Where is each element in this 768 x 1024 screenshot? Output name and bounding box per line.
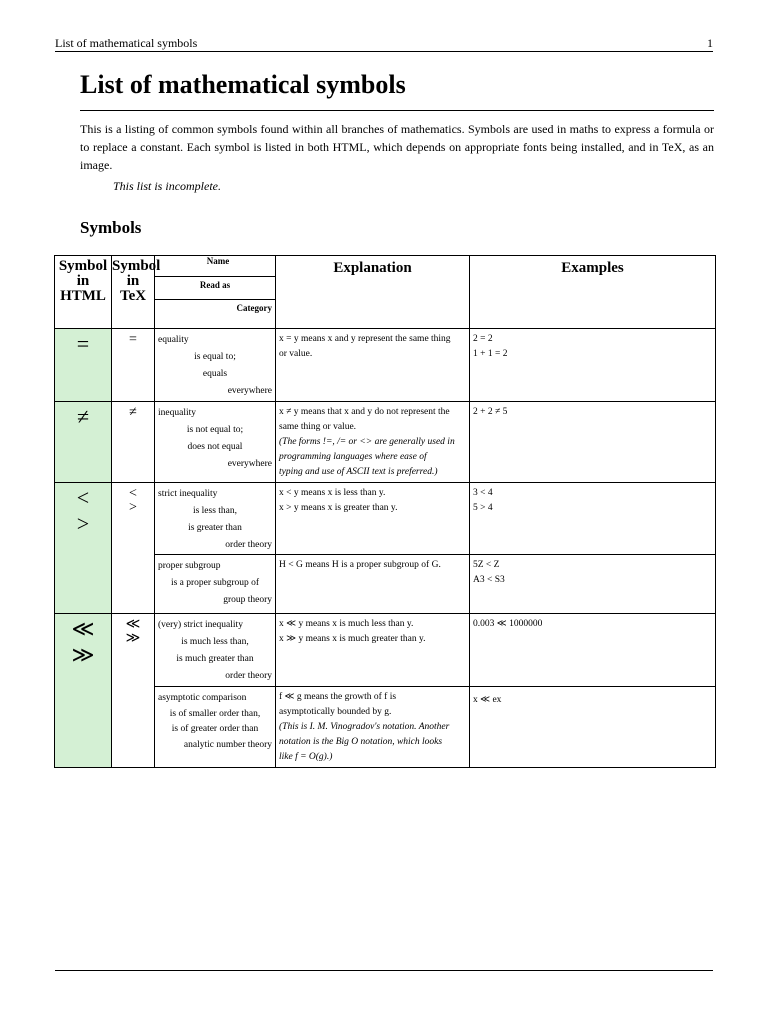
explanation-line: x < y means x is less than y.	[279, 488, 386, 498]
read-as: is a proper subgroup of	[170, 578, 260, 588]
explanation-line: like f = O(g).)	[279, 752, 333, 762]
header-name: Name	[155, 256, 275, 277]
name-cell	[155, 614, 276, 687]
header-tex: Symbol in TeX	[112, 256, 155, 329]
examples-cell	[470, 329, 716, 402]
symbol-name: equality	[158, 335, 189, 345]
example-line: 5 > 4	[473, 503, 493, 513]
name-cell	[155, 483, 276, 555]
example-line: 2 + 2 ≠ 5	[473, 407, 508, 417]
symbol-tex: ≠	[129, 405, 137, 420]
explanation-line: notation is the Big O notation, which looks	[279, 737, 443, 747]
name-cell	[155, 687, 276, 768]
table-row	[55, 329, 716, 402]
example-line: 3 < 4	[473, 488, 493, 498]
explanation-cell	[276, 329, 470, 402]
header-examples: Examples	[470, 256, 716, 329]
explanation-cell	[276, 555, 470, 614]
symbol-html-cell	[55, 402, 112, 483]
section-heading: Symbols	[80, 218, 142, 237]
examples-cell	[470, 402, 716, 483]
page-title: List of mathematical symbols	[80, 70, 406, 99]
read-as: is equal to;	[194, 352, 236, 362]
header-category: Category	[236, 303, 272, 313]
example-line: x ≪ ex	[473, 695, 502, 705]
running-header	[55, 36, 713, 51]
table-row	[55, 483, 716, 555]
table-header-row	[55, 256, 716, 329]
running-header-title: List of mathematical symbols	[55, 36, 198, 50]
example-line: A3 < S3	[473, 575, 505, 585]
symbol-html: ≫	[71, 642, 95, 667]
table-row	[55, 555, 716, 614]
example-line: 5Z < Z	[473, 560, 500, 570]
example-line: 1 + 1 = 2	[473, 349, 508, 359]
header-explanation: Explanation	[276, 256, 470, 329]
category: everywhere	[227, 459, 272, 469]
example-line: 0.003 ≪ 1000000	[473, 619, 543, 629]
symbol-html: ≠	[76, 404, 90, 429]
examples-cell	[470, 555, 716, 614]
explanation-cell	[276, 614, 470, 687]
table-row	[55, 402, 716, 483]
examples-cell	[470, 687, 716, 768]
table-row	[55, 614, 716, 687]
explanation-line: x = y means x and y represent the same thing	[279, 334, 451, 344]
read-as: equals	[202, 369, 228, 379]
symbol-html-cell	[55, 329, 112, 402]
explanation-line: x ≫ y means x is much greater than y.	[279, 634, 426, 644]
symbols-table	[54, 255, 716, 768]
symbol-html-cell	[55, 614, 112, 768]
explanation-cell	[276, 687, 470, 768]
name-cell	[155, 402, 276, 483]
examples-cell	[470, 483, 716, 555]
header-read-as: Read as	[155, 277, 275, 300]
symbol-name: proper subgroup	[158, 561, 221, 571]
header-html: Symbol in HTML	[55, 256, 112, 329]
explanation-line: (The forms !=, /= or <> are generally used in	[279, 437, 455, 447]
header-rule	[55, 51, 713, 52]
symbol-name: asymptotic comparison	[158, 693, 247, 703]
symbol-tex: >	[129, 500, 137, 515]
explanation-line: H < G means H is a proper subgroup of G.	[279, 560, 441, 570]
symbol-name: strict inequality	[158, 489, 218, 499]
explanation-line: x ≠ y means that x and y do not represent the	[279, 407, 450, 417]
symbol-html: <	[76, 485, 90, 510]
explanation-line: (This is I. M. Vinogradov's notation. Another	[279, 722, 450, 732]
explanation-line: f ≪ g means the growth of f is	[279, 692, 397, 702]
examples-cell	[470, 614, 716, 687]
read-as: is greater than	[188, 523, 242, 533]
read-as: is less than,	[192, 506, 238, 516]
symbol-tex-cell	[112, 483, 155, 614]
header-name-cell	[155, 256, 276, 329]
category: order theory	[225, 540, 272, 550]
explanation-cell	[276, 402, 470, 483]
explanation-line: x > y means x is greater than y.	[279, 503, 398, 513]
name-cell	[155, 329, 276, 402]
symbol-tex: =	[129, 332, 137, 347]
name-cell	[155, 555, 276, 614]
category: group theory	[223, 595, 272, 605]
explanation-cell	[276, 483, 470, 555]
explanation-line: programming languages where ease of	[279, 452, 427, 462]
explanation-line: x ≪ y means x is much less than y.	[279, 619, 414, 629]
symbol-tex: ≪	[125, 617, 141, 632]
symbol-html-cell	[55, 483, 112, 614]
read-as: is not equal to;	[186, 425, 244, 435]
title-rule	[80, 110, 714, 111]
symbol-html: =	[76, 331, 90, 356]
symbol-tex-cell	[112, 329, 155, 402]
explanation-line: same thing or value.	[279, 422, 357, 432]
explanation-line: asymptotically bounded by g.	[279, 707, 392, 717]
symbol-tex-cell	[112, 614, 155, 768]
category: analytic number theory	[183, 740, 272, 750]
read-as: is much less than,	[181, 637, 249, 647]
intro-paragraph: This is a listing of common symbols found within all branches of mathematics. Symbols are used in maths to express a formula or to replace a constant. Each symbol is listed in both HTML, which depends on appropriate fonts being installed, and in TeX, as an image.	[80, 122, 714, 172]
footer-rule	[55, 970, 713, 971]
symbol-html: >	[76, 511, 90, 536]
category: everywhere	[227, 386, 272, 396]
category: order theory	[225, 671, 272, 681]
symbol-name: (very) strict inequality	[158, 620, 243, 630]
example-line: 2 = 2	[473, 334, 493, 344]
symbol-tex-cell	[112, 402, 155, 483]
explanation-line: typing and use of ASCII text is preferred.)	[279, 467, 438, 477]
incomplete-note: This list is incomplete.	[113, 179, 221, 193]
page-number: 1	[707, 36, 713, 50]
explanation-line: or value.	[279, 349, 313, 359]
table-row	[55, 687, 716, 768]
read-as: is of greater order than	[171, 724, 259, 734]
symbol-html: ≪	[71, 616, 95, 641]
symbol-tex: ≫	[125, 631, 141, 646]
symbol-name: inequality	[158, 408, 196, 418]
read-as: does not equal	[187, 442, 243, 452]
read-as: is of smaller order than,	[169, 709, 261, 719]
read-as: is much greater than	[176, 654, 254, 664]
symbol-tex: <	[129, 486, 137, 501]
